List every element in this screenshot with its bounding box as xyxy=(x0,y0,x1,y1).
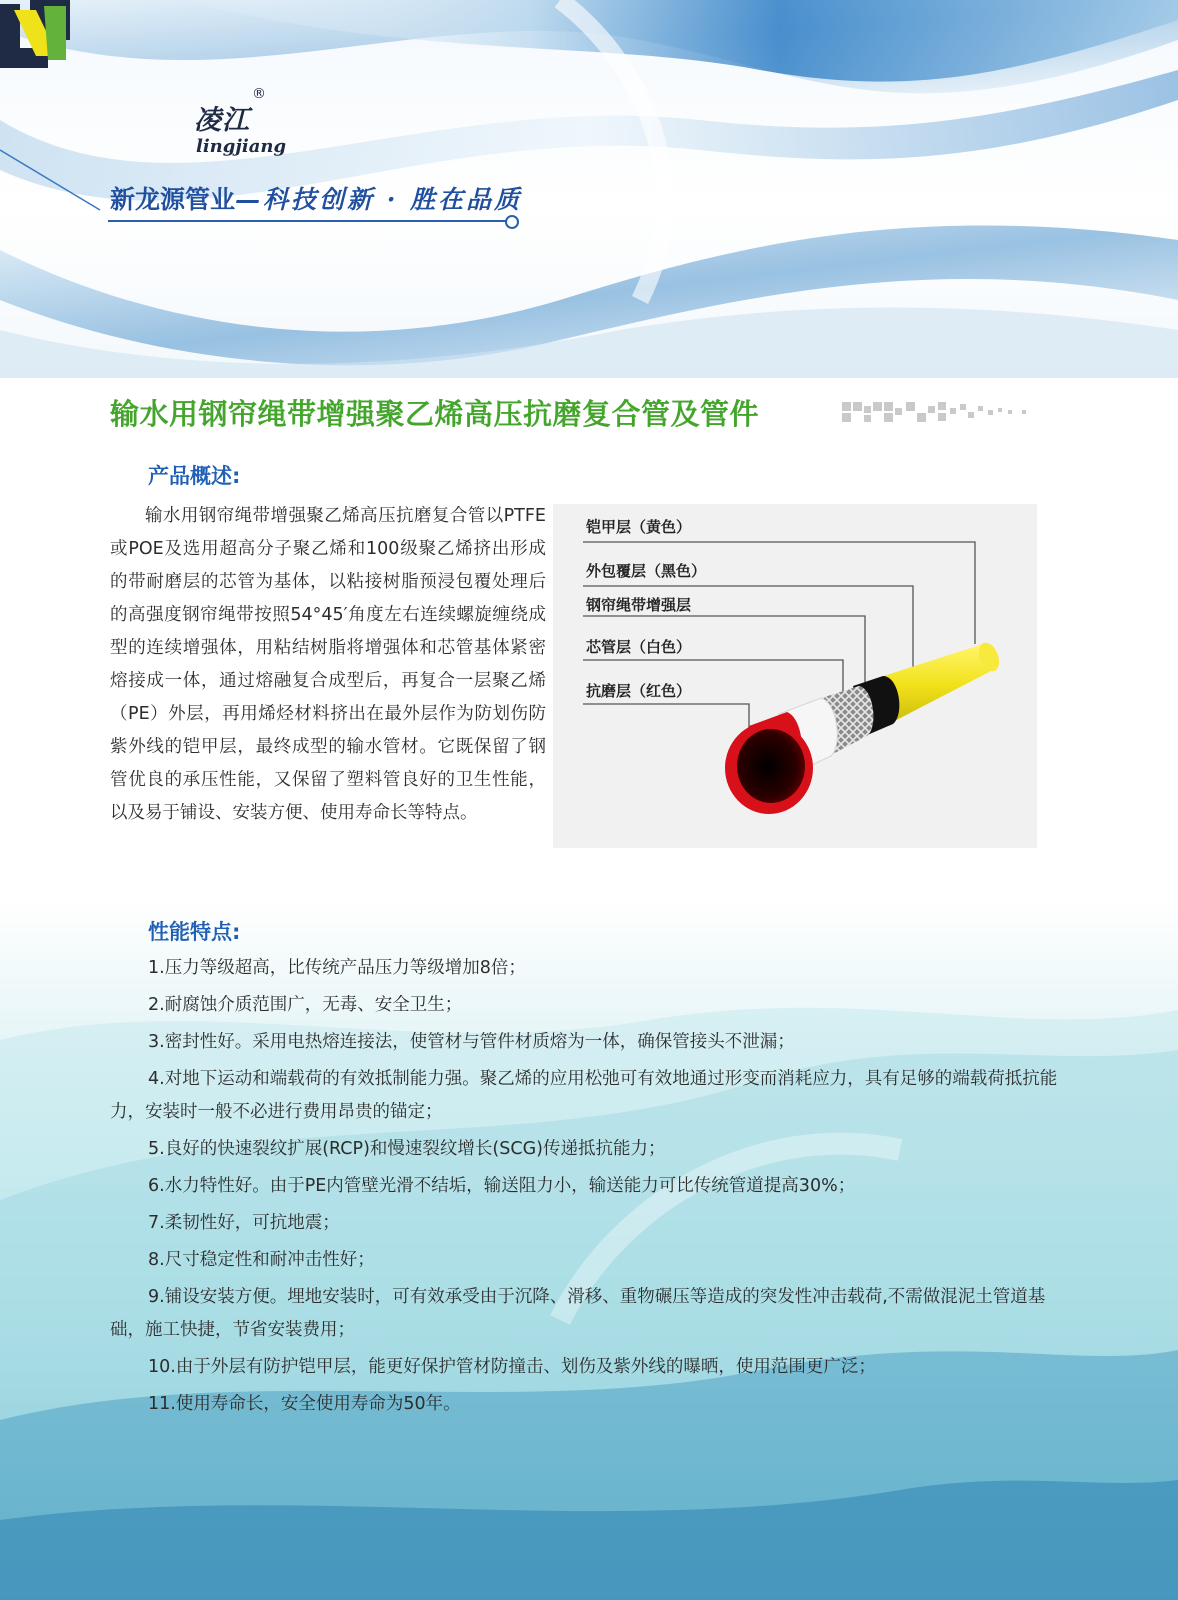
feature-item: 4.对地下运动和端载荷的有效抵制能力强。聚乙烯的应用松弛可有效地通过形变而消耗应力，具有足够的端载荷抵抗能力，安装时一般不必进行费用昂贵的锚定； xyxy=(110,1069,1058,1122)
layer-label-core: 芯管层（白色） xyxy=(586,638,692,656)
feature-item: 1.压力等级超高，比传统产品压力等级增加8倍； xyxy=(148,958,526,978)
header-banner xyxy=(0,0,1178,378)
brand-latin-name: lingjiang xyxy=(196,136,287,157)
layer-label-steel-reinforcement: 钢帘绳带增强层 xyxy=(586,596,692,614)
features-list xyxy=(110,952,1060,1425)
feature-item: 8.尺寸稳定性和耐冲击性好； xyxy=(148,1250,375,1270)
feature-item: 11.使用寿命长，安全使用寿命为50年。 xyxy=(148,1394,461,1414)
registered-mark: ® xyxy=(252,86,266,102)
company-slogan xyxy=(110,180,522,216)
feature-item: 6.水力特性好。由于PE内管壁光滑不结垢，输送阻力小，输送能力可比传统管道提高30%； xyxy=(148,1176,856,1196)
logo-icon xyxy=(0,0,72,72)
layer-label-armor: 铠甲层（黄色） xyxy=(586,518,692,536)
pipe-structure-diagram xyxy=(553,504,1037,848)
feature-item: 5.良好的快速裂纹扩展(RCP)和慢速裂纹增长(SCG)传递抵抗能力； xyxy=(148,1139,666,1159)
overview-heading: 产品概述: xyxy=(148,464,241,488)
slogan-underline-dot xyxy=(505,215,519,229)
feature-item: 10.由于外层有防护铠甲层，能更好保护管材防撞击、划伤及紫外线的曝晒，使用范围更广泛； xyxy=(148,1357,876,1377)
feature-item: 2.耐腐蚀介质范围广，无毒、安全卫生； xyxy=(148,995,463,1015)
brand-name: 凌江 xyxy=(194,105,250,136)
pipe-layers-illustration xyxy=(553,504,1037,848)
feature-item: 9.铺设安装方便。埋地安装时，可有效承受由于沉降、滑移、重物碾压等造成的突发性冲击载荷,不需做混泥土管道基础，施工快捷，节省安装费用； xyxy=(110,1287,1046,1340)
feature-item: 3.密封性好。采用电热熔连接法，使管材与管件材质熔为一体，确保管接头不泄漏； xyxy=(148,1032,795,1052)
slogan-tagline: —科技创新 · 胜在品质 xyxy=(235,185,523,214)
layer-label-abrasion: 抗磨层（红色） xyxy=(586,682,692,700)
page-title: 输水用钢帘绳带增强聚乙烯高压抗磨复合管及管件 xyxy=(110,397,760,431)
layer-label-outer-cover: 外包覆层（黑色） xyxy=(586,562,707,580)
slogan-underline xyxy=(108,220,508,222)
title-decoration-icon xyxy=(842,400,1042,426)
overview-paragraph: 输水用钢帘绳带增强聚乙烯高压抗磨复合管以PTFE或POE及选用超高分子聚乙烯和100级聚乙烯挤出形成的带耐磨层的芯管为基体，以粘接树脂预浸包覆处理后的高强度钢帘绳带按照54°45′角度左右连续螺旋缠绕成型的连续增强体，用粘结树脂将增强体和芯管基体紧密熔接成一体，通过熔融复合成型后，再复合一层聚乙烯（PE）外层，再用烯烃材料挤出在最外层作为防划伤防紫外线的铠甲层，最终成型的输水管材。它既保留了钢管优良的承压性能，又保留了塑料管良好的卫生性能，以及易于铺设、安装方便、使用寿命长等特点。 xyxy=(110,506,546,823)
feature-item: 7.柔韧性好，可抗地震； xyxy=(148,1213,340,1233)
company-name: 新龙源管业 xyxy=(110,185,236,214)
features-heading: 性能特点: xyxy=(148,920,241,944)
